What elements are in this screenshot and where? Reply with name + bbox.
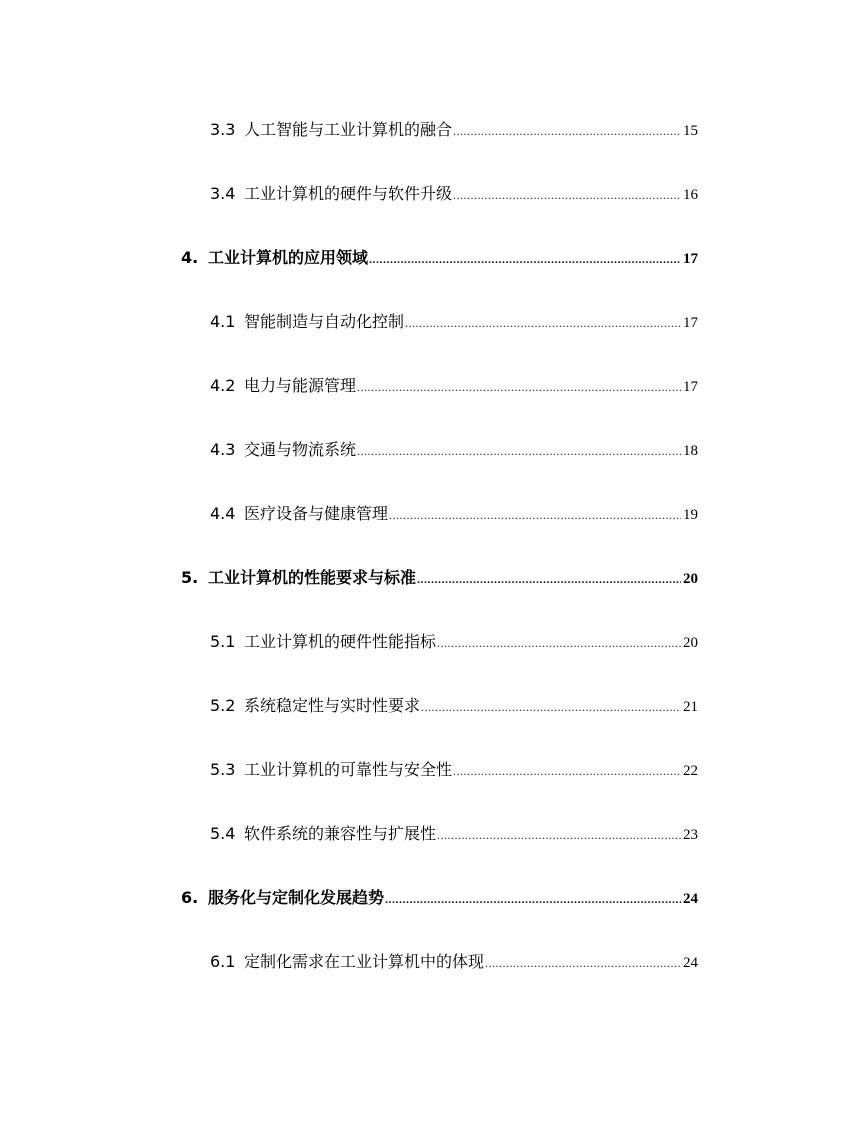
toc-entry-5-4[interactable] [210,822,698,846]
toc-number: 4. [181,248,199,267]
toc-title: 软件系统的兼容性与扩展性 [244,824,437,843]
toc-number: 5.2 [210,696,236,715]
toc-page-number: 17 [683,379,698,395]
toc-title: 医疗设备与健康管理 [244,504,389,523]
toc-number: 5.4 [210,824,236,843]
toc-entry-4[interactable] [181,246,698,270]
toc-title: 电力与能源管理 [244,376,357,395]
toc-page-number: 21 [683,699,698,715]
toc-leader-dots [437,631,681,655]
toc-page-number: 24 [683,891,698,907]
toc-leader-dots [385,887,681,911]
toc-number: 5.1 [210,632,236,651]
toc-page-number: 15 [683,123,698,139]
toc-entry-4-3[interactable] [210,438,698,462]
toc-entry-4-1[interactable] [210,310,698,334]
toc-page-number: 16 [683,187,698,203]
toc-title: 智能制造与自动化控制 [244,312,405,331]
toc-leader-dots [405,311,681,335]
toc-number: 4.3 [210,440,236,459]
toc-number: 3.4 [210,184,236,203]
toc-entry-5-1[interactable] [210,630,698,654]
toc-entry-5-3[interactable] [210,758,698,782]
toc-entry-5-2[interactable] [210,694,698,718]
toc-leader-dots [485,951,681,975]
toc-page-number: 22 [683,763,698,779]
toc-entry-6-1[interactable] [210,950,698,974]
toc-leader-dots [421,695,681,719]
toc-leader-dots [417,567,681,591]
toc-page-number: 23 [683,827,698,843]
toc-leader-dots [369,247,681,271]
toc-page-number: 18 [683,443,698,459]
toc-entry-5[interactable] [181,566,698,590]
toc-title: 工业计算机的应用领域 [208,248,369,267]
toc-leader-dots [453,119,681,143]
toc-title: 工业计算机的硬件与软件升级 [244,184,453,203]
toc-page-number: 17 [683,251,698,267]
toc-entry-6[interactable] [181,886,698,910]
toc-leader-dots [389,503,681,527]
toc-title: 工业计算机的可靠性与安全性 [244,760,453,779]
toc-leader-dots [437,823,681,847]
toc-title: 服务化与定制化发展趋势 [208,888,385,907]
toc-leader-dots [357,439,681,463]
toc-number: 5.3 [210,760,236,779]
toc-number: 6.1 [210,952,236,971]
toc-entry-3-3[interactable] [210,118,698,142]
toc-number: 4.1 [210,312,236,331]
toc-number: 3.3 [210,120,236,139]
toc-leader-dots [357,375,681,399]
toc-number: 4.4 [210,504,236,523]
toc-entry-3-4[interactable] [210,182,698,206]
toc-page-number: 17 [683,315,698,331]
toc-number: 5. [181,568,199,587]
toc-title: 定制化需求在工业计算机中的体现 [244,952,485,971]
toc-title: 系统稳定性与实时性要求 [244,696,421,715]
toc-page-number: 19 [683,507,698,523]
toc-title: 工业计算机的性能要求与标准 [208,568,417,587]
toc-number: 6. [181,888,199,907]
toc-title: 工业计算机的硬件性能指标 [244,632,437,651]
toc-entry-4-2[interactable] [210,374,698,398]
toc-page-number: 20 [683,635,698,651]
toc-leader-dots [453,183,681,207]
toc-number: 4.2 [210,376,236,395]
toc-page-number: 20 [683,571,698,587]
toc-title: 交通与物流系统 [244,440,357,459]
toc-page-number: 24 [683,955,698,971]
toc-leader-dots [453,759,681,783]
toc-title: 人工智能与工业计算机的融合 [244,120,453,139]
toc-entry-4-4[interactable] [210,502,698,526]
